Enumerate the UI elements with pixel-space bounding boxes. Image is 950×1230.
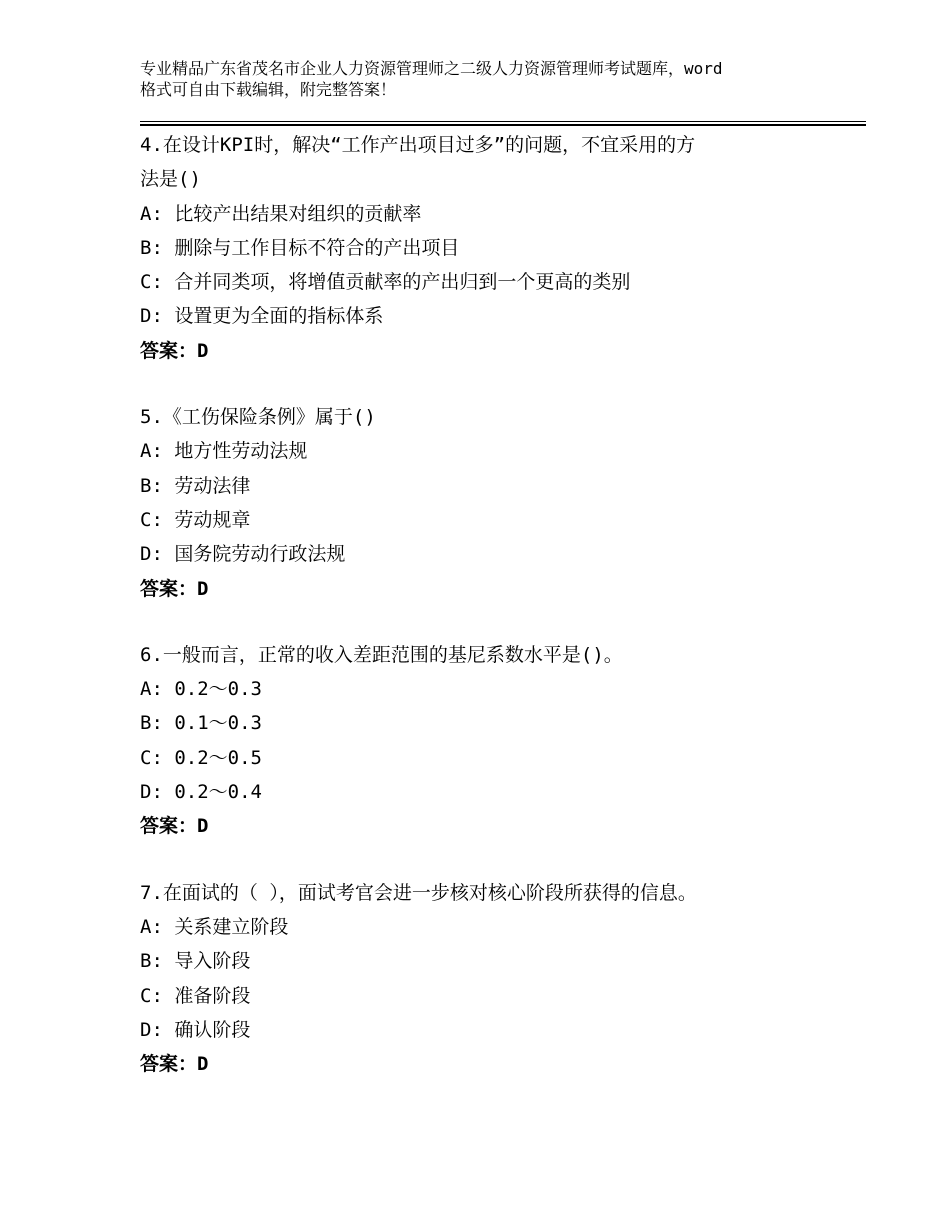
header-divider-thin: [140, 121, 866, 122]
question-6: [140, 638, 840, 844]
option-b: B: 劳动法律: [140, 474, 251, 497]
question-stem: 6.一般而言，正常的收入差距范围的基尼系数水平是()。: [140, 643, 623, 666]
question-7: [140, 876, 840, 1082]
answer: 答案：D: [140, 339, 209, 362]
option-d: D: 确认阶段: [140, 1018, 251, 1041]
option-a: A: 地方性劳动法规: [140, 440, 308, 463]
question-stem: 法是(): [140, 168, 201, 191]
question-stem: 7.在面试的（ ），面试考官会进一步核对核心阶段所获得的信息。: [140, 881, 697, 904]
option-b: B: 删除与工作目标不符合的产出项目: [140, 236, 460, 259]
answer: 答案：D: [140, 577, 209, 600]
option-d: D: 0.2～0.4: [140, 781, 262, 804]
question-stem: 5.《工伤保险条例》属于(): [140, 406, 376, 429]
option-c: C: 合并同类项，将增值贡献率的产出归到一个更高的类别: [140, 271, 631, 294]
option-a: A: 0.2～0.3: [140, 678, 262, 701]
option-d: D: 设置更为全面的指标体系: [140, 305, 384, 328]
question-5: [140, 400, 840, 606]
option-b: B: 导入阶段: [140, 950, 251, 973]
option-c: C: 劳动规章: [140, 508, 251, 531]
option-a: A: 比较产出结果对组织的贡献率: [140, 202, 422, 225]
answer: 答案：D: [140, 1053, 209, 1076]
answer: 答案：D: [140, 815, 209, 838]
document-header: [140, 58, 840, 100]
header-line-1: 专业精品广东省茂名市企业人力资源管理师之二级人力资源管理师考试题库，word: [140, 59, 723, 78]
option-d: D: 国务院劳动行政法规: [140, 543, 346, 566]
option-b: B: 0.1～0.3: [140, 712, 262, 735]
question-stem: 4.在设计KPI时，解决“工作产出项目过多”的问题，不宜采用的方: [140, 134, 696, 156]
option-c: C: 0.2～0.5: [140, 746, 262, 769]
header-line-2: 格式可自由下载编辑，附完整答案！: [140, 80, 397, 99]
option-c: C: 准备阶段: [140, 984, 251, 1007]
option-a: A: 关系建立阶段: [140, 915, 289, 938]
header-divider-thick: [140, 124, 866, 126]
question-4: [140, 128, 840, 368]
question-list: [140, 128, 840, 1113]
